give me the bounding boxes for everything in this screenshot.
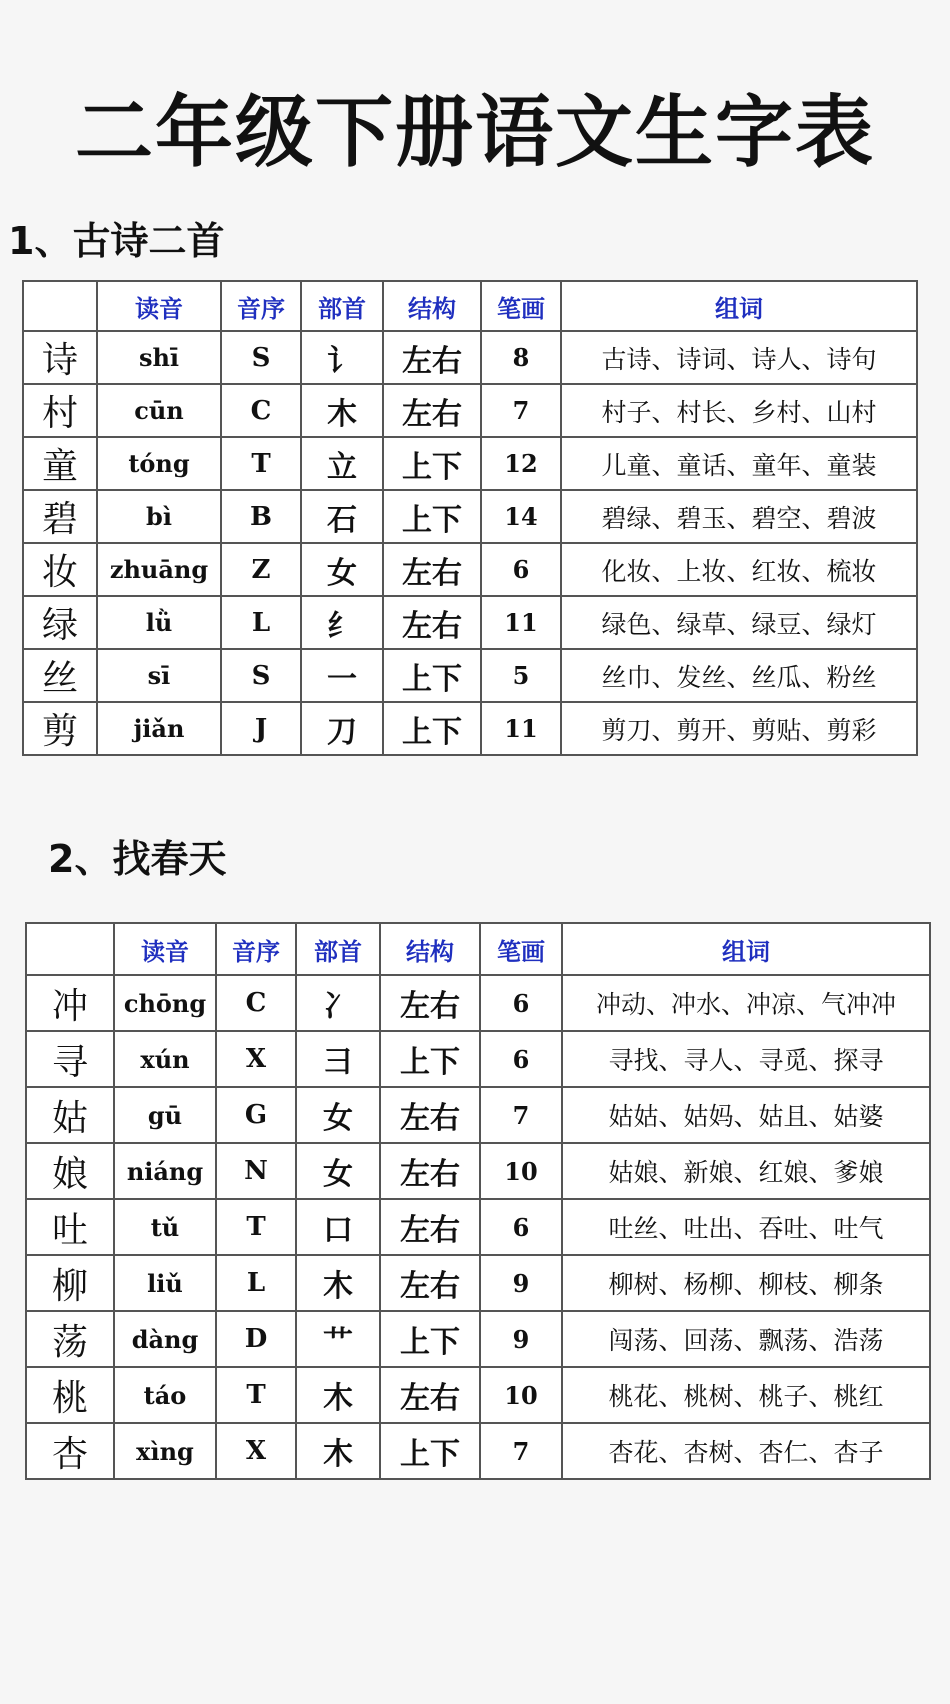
character-table	[22, 280, 918, 756]
cell-pinyin: cūn	[97, 384, 221, 437]
table-row	[23, 702, 917, 755]
cell-char: 寻	[26, 1031, 114, 1087]
cell-pinyin: xún	[114, 1031, 216, 1087]
table-header-row	[23, 281, 917, 331]
cell-pinyin: tóng	[97, 437, 221, 490]
cell-strokes: 7	[480, 1087, 562, 1143]
cell-pinyin: jiǎn	[97, 702, 221, 755]
cell-words: 剪刀、剪开、剪贴、剪彩	[561, 702, 917, 755]
cell-structure: 左右	[380, 1367, 480, 1423]
cell-char: 妆	[23, 543, 97, 596]
cell-structure: 上下	[383, 702, 481, 755]
header-strokes: 笔画	[480, 923, 562, 975]
cell-order: L	[216, 1255, 296, 1311]
cell-words: 村子、村长、乡村、山村	[561, 384, 917, 437]
header-structure: 结构	[383, 281, 481, 331]
cell-words: 姑姑、姑妈、姑且、姑婆	[562, 1087, 930, 1143]
cell-radical: 刀	[301, 702, 383, 755]
header-words: 组词	[562, 923, 930, 975]
cell-strokes: 7	[481, 384, 561, 437]
table-row	[23, 384, 917, 437]
cell-structure: 左右	[383, 543, 481, 596]
cell-words: 柳树、杨柳、柳枝、柳条	[562, 1255, 930, 1311]
header-pinyin: 读音	[97, 281, 221, 331]
cell-pinyin: sī	[97, 649, 221, 702]
cell-pinyin: tǔ	[114, 1199, 216, 1255]
cell-strokes: 11	[481, 596, 561, 649]
cell-order: C	[216, 975, 296, 1031]
table-body	[23, 331, 917, 755]
cell-strokes: 9	[480, 1255, 562, 1311]
cell-strokes: 9	[480, 1311, 562, 1367]
cell-words: 碧绿、碧玉、碧空、碧波	[561, 490, 917, 543]
header-strokes: 笔画	[481, 281, 561, 331]
cell-strokes: 14	[481, 490, 561, 543]
cell-char: 桃	[26, 1367, 114, 1423]
cell-words: 绿色、绿草、绿豆、绿灯	[561, 596, 917, 649]
cell-strokes: 10	[480, 1143, 562, 1199]
cell-pinyin: niáng	[114, 1143, 216, 1199]
table-header-row	[26, 923, 930, 975]
cell-structure: 左右	[380, 1143, 480, 1199]
cell-radical: 彐	[296, 1031, 380, 1087]
cell-radical: 女	[296, 1143, 380, 1199]
header-words: 组词	[561, 281, 917, 331]
page-title: 二年级下册语文生字表	[74, 88, 875, 178]
cell-radical: 木	[296, 1423, 380, 1479]
cell-structure: 左右	[380, 975, 480, 1031]
cell-structure: 上下	[380, 1031, 480, 1087]
cell-strokes: 6	[480, 975, 562, 1031]
cell-order: T	[221, 437, 301, 490]
cell-order: T	[216, 1367, 296, 1423]
cell-structure: 上下	[383, 437, 481, 490]
cell-order: S	[221, 649, 301, 702]
cell-words: 桃花、桃树、桃子、桃红	[562, 1367, 930, 1423]
cell-strokes: 7	[480, 1423, 562, 1479]
cell-char: 吐	[26, 1199, 114, 1255]
cell-strokes: 12	[481, 437, 561, 490]
table-row	[26, 1199, 930, 1255]
cell-words: 化妆、上妆、红妆、梳妆	[561, 543, 917, 596]
cell-radical: 一	[301, 649, 383, 702]
cell-order: Z	[221, 543, 301, 596]
cell-words: 杏花、杏树、杏仁、杏子	[562, 1423, 930, 1479]
table-row	[26, 975, 930, 1031]
cell-strokes: 11	[481, 702, 561, 755]
cell-radical: 立	[301, 437, 383, 490]
header-char	[23, 281, 97, 331]
cell-pinyin: gū	[114, 1087, 216, 1143]
section-title: 1、古诗二首	[8, 219, 225, 263]
cell-structure: 左右	[383, 384, 481, 437]
cell-structure: 上下	[383, 490, 481, 543]
cell-char: 娘	[26, 1143, 114, 1199]
cell-char: 童	[23, 437, 97, 490]
cell-pinyin: shī	[97, 331, 221, 384]
cell-char: 冲	[26, 975, 114, 1031]
cell-words: 姑娘、新娘、红娘、爹娘	[562, 1143, 930, 1199]
cell-order: B	[221, 490, 301, 543]
cell-strokes: 5	[481, 649, 561, 702]
cell-order: G	[216, 1087, 296, 1143]
cell-char: 杏	[26, 1423, 114, 1479]
character-table	[25, 922, 931, 1480]
cell-char: 村	[23, 384, 97, 437]
cell-strokes: 8	[481, 331, 561, 384]
table-row	[26, 1311, 930, 1367]
cell-char: 丝	[23, 649, 97, 702]
cell-radical: 艹	[296, 1311, 380, 1367]
cell-strokes: 10	[480, 1367, 562, 1423]
cell-words: 寻找、寻人、寻觅、探寻	[562, 1031, 930, 1087]
cell-strokes: 6	[480, 1199, 562, 1255]
cell-words: 闯荡、回荡、飘荡、浩荡	[562, 1311, 930, 1367]
cell-pinyin: chōng	[114, 975, 216, 1031]
cell-radical: 纟	[301, 596, 383, 649]
cell-pinyin: bì	[97, 490, 221, 543]
cell-structure: 上下	[383, 649, 481, 702]
table-row	[23, 543, 917, 596]
header-pinyin: 读音	[114, 923, 216, 975]
header-radical: 部首	[296, 923, 380, 975]
cell-words: 冲动、冲水、冲凉、气冲冲	[562, 975, 930, 1031]
cell-radical: 木	[296, 1255, 380, 1311]
cell-radical: 冫	[296, 975, 380, 1031]
cell-pinyin: xìng	[114, 1423, 216, 1479]
cell-structure: 左右	[380, 1199, 480, 1255]
cell-structure: 左右	[383, 596, 481, 649]
header-order: 音序	[221, 281, 301, 331]
cell-char: 荡	[26, 1311, 114, 1367]
cell-radical: 口	[296, 1199, 380, 1255]
cell-strokes: 6	[481, 543, 561, 596]
table-row	[26, 1143, 930, 1199]
cell-order: S	[221, 331, 301, 384]
table-row	[26, 1367, 930, 1423]
cell-words: 儿童、童话、童年、童装	[561, 437, 917, 490]
cell-pinyin: zhuāng	[97, 543, 221, 596]
cell-structure: 左右	[383, 331, 481, 384]
table-row	[23, 437, 917, 490]
table-body	[26, 975, 930, 1479]
section-title: 2、找春天	[48, 837, 227, 881]
cell-order: D	[216, 1311, 296, 1367]
cell-order: N	[216, 1143, 296, 1199]
cell-order: X	[216, 1423, 296, 1479]
cell-radical: 石	[301, 490, 383, 543]
table-row	[23, 331, 917, 384]
cell-char: 剪	[23, 702, 97, 755]
cell-order: C	[221, 384, 301, 437]
cell-structure: 左右	[380, 1255, 480, 1311]
header-order: 音序	[216, 923, 296, 975]
cell-char: 诗	[23, 331, 97, 384]
cell-words: 吐丝、吐出、吞吐、吐气	[562, 1199, 930, 1255]
cell-char: 碧	[23, 490, 97, 543]
cell-words: 古诗、诗词、诗人、诗句	[561, 331, 917, 384]
table-row	[23, 649, 917, 702]
cell-order: X	[216, 1031, 296, 1087]
header-structure: 结构	[380, 923, 480, 975]
header-radical: 部首	[301, 281, 383, 331]
cell-structure: 上下	[380, 1311, 480, 1367]
cell-radical: 女	[296, 1087, 380, 1143]
header-char	[26, 923, 114, 975]
cell-char: 姑	[26, 1087, 114, 1143]
table-row	[23, 596, 917, 649]
cell-strokes: 6	[480, 1031, 562, 1087]
table-row	[26, 1255, 930, 1311]
cell-pinyin: lǜ	[97, 596, 221, 649]
table-row	[26, 1031, 930, 1087]
cell-pinyin: dàng	[114, 1311, 216, 1367]
cell-structure: 左右	[380, 1087, 480, 1143]
table-row	[26, 1423, 930, 1479]
cell-order: J	[221, 702, 301, 755]
cell-pinyin: táo	[114, 1367, 216, 1423]
cell-char: 绿	[23, 596, 97, 649]
cell-radical: 讠	[301, 331, 383, 384]
cell-structure: 上下	[380, 1423, 480, 1479]
cell-radical: 木	[301, 384, 383, 437]
cell-pinyin: liǔ	[114, 1255, 216, 1311]
cell-char: 柳	[26, 1255, 114, 1311]
table-row	[23, 490, 917, 543]
cell-order: T	[216, 1199, 296, 1255]
cell-order: L	[221, 596, 301, 649]
cell-words: 丝巾、发丝、丝瓜、粉丝	[561, 649, 917, 702]
table-row	[26, 1087, 930, 1143]
cell-radical: 木	[296, 1367, 380, 1423]
cell-radical: 女	[301, 543, 383, 596]
